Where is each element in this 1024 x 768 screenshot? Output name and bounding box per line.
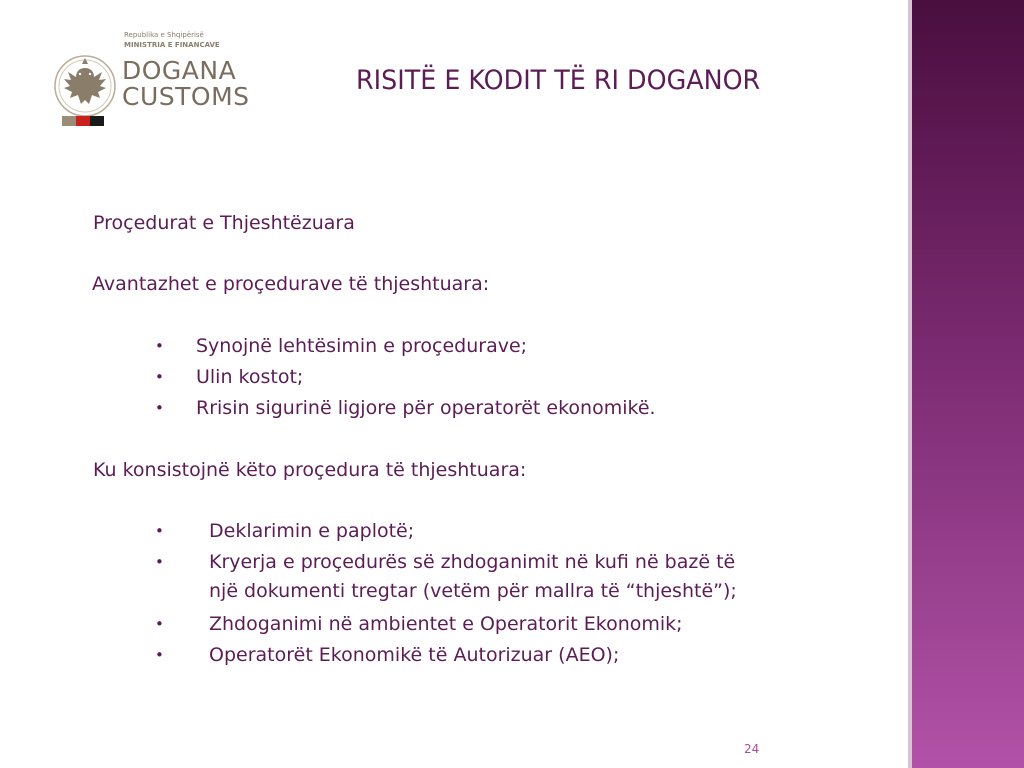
page-number: 24 <box>744 742 760 756</box>
advantage-item: Ulin kostot; <box>196 366 304 388</box>
advantage-item: Rrisin sigurinë ligjore për operatorët ekonomikë. <box>196 397 656 419</box>
bullet-marker: • <box>155 646 164 664</box>
bullet-marker: • <box>155 399 164 417</box>
bullet-marker: • <box>155 553 164 571</box>
procedure-item: Operatorët Ekonomikë të Autorizuar (AEO); <box>209 644 620 666</box>
slide-title: RISITË E KODIT TË RI DOGANOR <box>356 65 761 96</box>
bullet-marker: • <box>155 337 164 355</box>
logo-dogana-text: DOGANA <box>122 56 237 85</box>
procedure-item-continuation: një dokumenti tregtar (vetëm për mallra të “thjeshtë”); <box>209 580 737 602</box>
logo-customs-text: CUSTOMS <box>122 82 250 111</box>
procedure-item: Kryerja e proçedurës së zhdoganimit në kufi në bazë të <box>209 551 736 573</box>
bullet-marker: • <box>155 368 164 386</box>
procedure-item: Zhdoganimi në ambientet e Operatorit Ekonomik; <box>209 613 683 635</box>
customs-logo <box>52 28 262 130</box>
procedure-item: Deklarimin e paplotë; <box>209 520 415 542</box>
double-headed-eagle-icon <box>52 50 118 128</box>
logo-republic-text: Republika e Shqipërisë <box>124 31 204 39</box>
bullet-marker: • <box>155 615 164 633</box>
section-heading: Proçedurat e Thjeshtëzuara <box>93 212 355 234</box>
advantage-item: Synojnë lehtësimin e proçedurave; <box>196 335 528 357</box>
decorative-sidebar <box>912 0 1024 768</box>
advantages-heading: Avantazhet e proçedurave të thjeshtuara: <box>92 273 490 295</box>
consists-heading: Ku konsistojnë këto proçedura të thjeshtuara: <box>93 459 527 481</box>
logo-ministry-text: MINISTRIA E FINANCAVE <box>124 41 220 49</box>
bullet-marker: • <box>155 522 164 540</box>
